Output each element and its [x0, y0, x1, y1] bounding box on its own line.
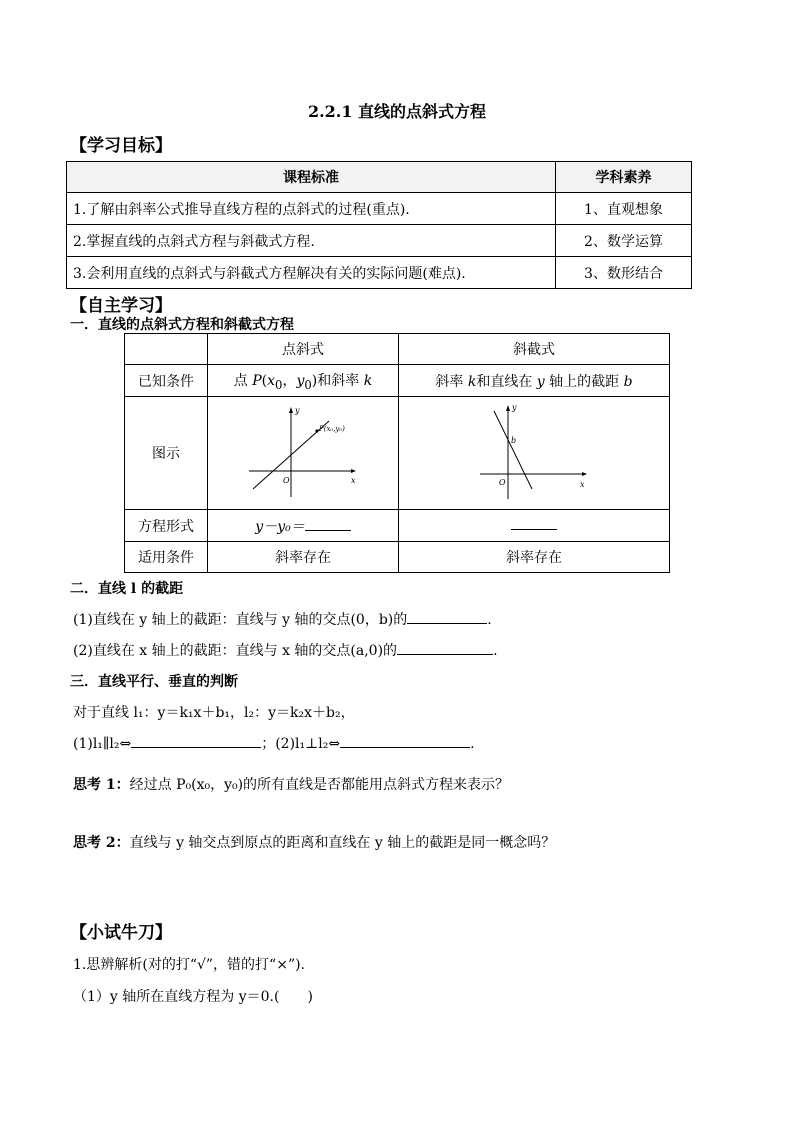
line-def: 对于直线 l₁：y＝k₁x＋b₁，l₂：y＝k₂x＋b₂，: [73, 705, 355, 721]
point-slope-graph: [243, 401, 363, 501]
perp-text: ；(2)l₁⊥l₂⇔: [261, 736, 341, 752]
think1-label: 思考 1：: [73, 777, 130, 793]
origin-label: O: [499, 478, 506, 487]
goals-header-row: [67, 162, 692, 193]
col-point-slope: 点斜式: [208, 334, 399, 365]
row-label-figure: 图示: [125, 397, 208, 510]
answer-blank: [340, 735, 470, 748]
y-axis-arrow: [506, 405, 510, 411]
answer-blank: [397, 642, 493, 655]
cond-text: 点: [233, 372, 253, 389]
form-text: y－y₀＝: [255, 518, 305, 535]
table-row: [67, 225, 692, 257]
x-label: x: [580, 480, 585, 489]
row-label-form: 方程形式: [125, 510, 208, 542]
form-point-slope: [208, 510, 399, 542]
origin-label: O: [283, 476, 290, 485]
table-row: [67, 257, 692, 289]
intercept-x-line: (2)直线在 x 轴上的截距：直线与 x 轴的交点(a,0)的 .: [73, 643, 498, 659]
section-self-study: 【自主学习】: [70, 296, 172, 316]
intercept-x-text: (2)直线在 x 轴上的截距：直线与 x 轴的交点(a,0)的: [73, 643, 398, 659]
page-title: 2.2.1 直线的点斜式方程: [307, 102, 487, 121]
table-row: [125, 542, 670, 573]
figure-point-slope: [208, 397, 399, 510]
table-row: [67, 193, 692, 225]
literacy-cell: 1、直观想象: [556, 193, 692, 225]
y-axis-arrow: [289, 407, 293, 413]
cond-text: 斜率: [435, 373, 468, 390]
parallel-text: (1)l₁∥l₂⇔: [73, 736, 132, 752]
form-slope-intercept: [399, 510, 670, 542]
think-2: [73, 832, 555, 852]
standard-cell: 2.掌握直线的点斜式方程与斜截式方程.: [67, 225, 556, 257]
row-label-condition: 已知条件: [125, 365, 208, 397]
blank-cell: [125, 334, 208, 365]
y-label: y: [512, 403, 517, 412]
part1-heading: 一．直线的点斜式方程和斜截式方程: [70, 317, 294, 333]
table-row: [125, 510, 670, 542]
answer-blank: [131, 735, 261, 748]
think-1: [73, 774, 509, 794]
condition-point-slope: 点 $P(x_0$，$y_0$)和斜率 k: [208, 365, 399, 397]
intercept-y-text: (1)直线在 y 轴上的截距：直线与 y 轴的交点(0，b)的: [73, 612, 408, 628]
think2-label: 思考 2：: [73, 835, 130, 851]
intercept-y-line: (1)直线在 y 轴上的截距：直线与 y 轴的交点(0，b)的 .: [73, 612, 492, 628]
try-q1: 1.思辨解析(对的打“√”，错的打“×”).: [73, 957, 306, 973]
table-row: [125, 365, 670, 397]
think1-text: 经过点 P₀(x₀，y₀)的所有直线是否都能用点斜式方程来表示？: [129, 777, 510, 793]
slope-intercept-graph: [474, 401, 594, 501]
parallel-perp-line: (1)l₁∥l₂⇔ ；(2)l₁⊥l₂⇔ .: [73, 736, 475, 752]
figure-slope-intercept: [399, 397, 670, 510]
answer-blank: [511, 517, 557, 530]
part3-heading: 三．直线平行、垂直的判断: [70, 674, 238, 690]
point-label: P(x₀,y₀): [319, 425, 345, 433]
y-label: y: [295, 406, 300, 415]
section-goals: 【学习目标】: [70, 136, 172, 156]
x-axis-arrow: [582, 472, 587, 476]
cond-text: 和直线在: [476, 373, 537, 390]
think2-text: 直线与 y 轴交点到原点的距离和直线在 y 轴上的截距是同一概念吗？: [129, 835, 556, 851]
equation-table: [124, 333, 670, 573]
intercept-label: b: [511, 436, 517, 445]
apply-point-slope: 斜率存在: [208, 542, 399, 573]
table-row: [125, 334, 670, 365]
standard-cell: 3.会利用直线的点斜式与斜截式方程解决有关的实际问题(难点).: [67, 257, 556, 289]
literacy-cell: 2、数学运算: [556, 225, 692, 257]
condition-slope-intercept: 斜率 k和直线在 y 轴上的截距 b: [399, 365, 670, 397]
x-label: x: [351, 476, 356, 485]
standard-cell: 1.了解由斜率公式推导直线方程的点斜式的过程(重点).: [67, 193, 556, 225]
header-literacy: 学科素养: [556, 162, 692, 193]
apply-slope-intercept: 斜率存在: [399, 542, 670, 573]
x-axis-arrow: [351, 469, 356, 473]
goals-table: [66, 161, 692, 289]
cond-text: 和斜率: [317, 372, 364, 389]
answer-blank: [305, 518, 351, 531]
part2-heading: 二．直线 l 的截距: [70, 581, 184, 597]
section-try: 【小试牛刀】: [70, 923, 172, 943]
answer-blank: [407, 611, 487, 624]
try-q1-1: （1）y 轴所在直线方程为 y＝0.( ): [73, 989, 313, 1005]
row-label-apply: 适用条件: [125, 542, 208, 573]
cond-text: 轴上的截距: [544, 373, 624, 390]
literacy-cell: 3、数形结合: [556, 257, 692, 289]
header-standard: 课程标准: [67, 162, 556, 193]
col-slope-intercept: 斜截式: [399, 334, 670, 365]
table-row: [125, 397, 670, 510]
